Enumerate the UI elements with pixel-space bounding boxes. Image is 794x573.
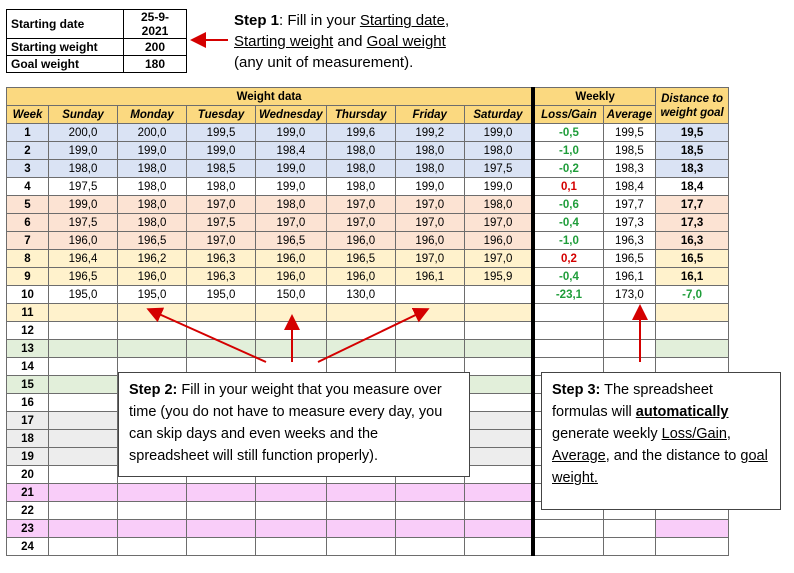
day-weight-cell[interactable]: 198,0 bbox=[118, 214, 187, 232]
goal-weight-cell[interactable]: 180 bbox=[124, 56, 187, 73]
day-weight-cell[interactable]: 196,0 bbox=[395, 232, 464, 250]
step3-automatically: automatically bbox=[635, 404, 729, 420]
distance-cell bbox=[656, 340, 729, 358]
loss-gain-cell bbox=[533, 340, 603, 358]
week-number: 17 bbox=[7, 412, 49, 430]
distance-cell: 17,3 bbox=[656, 214, 729, 232]
day-weight-cell[interactable] bbox=[49, 340, 118, 358]
average-cell: 173,0 bbox=[603, 286, 655, 304]
day-weight-cell[interactable]: 196,5 bbox=[118, 232, 187, 250]
week-row bbox=[7, 250, 729, 268]
day-weight-cell[interactable] bbox=[118, 322, 187, 340]
weekly-header: Weekly bbox=[533, 88, 655, 106]
day-weight-cell[interactable]: 196,0 bbox=[118, 268, 187, 286]
day-weight-cell[interactable]: 198,0 bbox=[395, 142, 464, 160]
step1-instruction bbox=[234, 10, 534, 73]
day-weight-cell[interactable] bbox=[118, 520, 187, 538]
goal-weight-row bbox=[7, 56, 187, 73]
week-number: 23 bbox=[7, 520, 49, 538]
distance-cell bbox=[656, 304, 729, 322]
day-weight-cell[interactable] bbox=[464, 412, 533, 430]
day-weight-cell[interactable]: 199,0 bbox=[49, 142, 118, 160]
column-header-row bbox=[7, 106, 729, 124]
week-number: 14 bbox=[7, 358, 49, 376]
loss-gain-cell: -0,6 bbox=[533, 196, 603, 214]
day-weight-cell[interactable]: 199,0 bbox=[395, 178, 464, 196]
step1-underline: Starting date bbox=[359, 12, 445, 29]
day-weight-cell[interactable] bbox=[49, 484, 118, 502]
day-weight-cell[interactable] bbox=[395, 484, 464, 502]
loss-gain-cell: -0,2 bbox=[533, 160, 603, 178]
day-weight-cell[interactable]: 200,0 bbox=[49, 124, 118, 142]
day-weight-cell[interactable]: 196,0 bbox=[326, 268, 395, 286]
week-number: 2 bbox=[7, 142, 49, 160]
day-weight-cell[interactable]: 199,2 bbox=[395, 124, 464, 142]
day-weight-cell[interactable]: 196,0 bbox=[49, 232, 118, 250]
week-number: 18 bbox=[7, 430, 49, 448]
day-weight-cell[interactable] bbox=[187, 484, 256, 502]
day-weight-cell[interactable]: 197,0 bbox=[395, 214, 464, 232]
day-weight-cell[interactable] bbox=[256, 304, 327, 322]
distance-cell: 18,3 bbox=[656, 160, 729, 178]
param-label: Starting weight bbox=[7, 39, 124, 56]
column-header: Average bbox=[603, 106, 655, 124]
day-weight-cell[interactable]: 196,0 bbox=[256, 250, 327, 268]
week-row bbox=[7, 160, 729, 178]
column-header: Sunday bbox=[49, 106, 118, 124]
week-number: 16 bbox=[7, 394, 49, 412]
loss-gain-cell: -0,4 bbox=[533, 214, 603, 232]
week-number: 12 bbox=[7, 322, 49, 340]
average-cell bbox=[603, 520, 655, 538]
loss-gain-cell: -1,0 bbox=[533, 142, 603, 160]
step3-callout bbox=[541, 372, 781, 510]
day-weight-cell[interactable] bbox=[187, 340, 256, 358]
day-weight-cell[interactable]: 196,0 bbox=[464, 232, 533, 250]
parameters-table bbox=[6, 9, 187, 73]
week-row bbox=[7, 196, 729, 214]
column-header: Friday bbox=[395, 106, 464, 124]
step2-callout bbox=[118, 372, 470, 477]
step1-underline: Goal weight bbox=[366, 33, 446, 50]
day-weight-cell[interactable] bbox=[187, 322, 256, 340]
week-row bbox=[7, 520, 729, 538]
step1-text: and bbox=[333, 33, 367, 50]
day-weight-cell[interactable]: 197,0 bbox=[395, 196, 464, 214]
day-weight-cell[interactable] bbox=[326, 340, 395, 358]
week-row bbox=[7, 124, 729, 142]
average-cell: 196,3 bbox=[603, 232, 655, 250]
day-weight-cell[interactable]: 198,0 bbox=[118, 178, 187, 196]
distance-cell: 18,4 bbox=[656, 178, 729, 196]
day-weight-cell[interactable]: 195,9 bbox=[464, 268, 533, 286]
column-header: Monday bbox=[118, 106, 187, 124]
day-weight-cell[interactable]: 199,0 bbox=[256, 178, 327, 196]
day-weight-cell[interactable] bbox=[49, 466, 118, 484]
day-weight-cell[interactable]: 199,0 bbox=[49, 196, 118, 214]
day-weight-cell[interactable] bbox=[326, 304, 395, 322]
step1-text: , bbox=[444, 12, 450, 29]
week-number: 3 bbox=[7, 160, 49, 178]
day-weight-cell[interactable]: 197,0 bbox=[187, 196, 256, 214]
step3-text: , bbox=[726, 426, 731, 442]
week-number: 5 bbox=[7, 196, 49, 214]
week-number: 6 bbox=[7, 214, 49, 232]
day-weight-cell[interactable] bbox=[326, 322, 395, 340]
day-weight-cell[interactable]: 196,3 bbox=[187, 268, 256, 286]
week-number: 22 bbox=[7, 502, 49, 520]
day-weight-cell[interactable]: 197,0 bbox=[326, 196, 395, 214]
starting-date-row bbox=[7, 10, 187, 39]
weight-data-header: Weight data bbox=[7, 88, 534, 106]
day-weight-cell[interactable] bbox=[49, 322, 118, 340]
day-weight-cell[interactable]: 150,0 bbox=[256, 286, 327, 304]
loss-gain-cell: -23,1 bbox=[533, 286, 603, 304]
day-weight-cell[interactable]: 196,4 bbox=[49, 250, 118, 268]
day-weight-cell[interactable]: 196,5 bbox=[326, 250, 395, 268]
loss-gain-cell: -0,5 bbox=[533, 124, 603, 142]
day-weight-cell[interactable] bbox=[395, 502, 464, 520]
week-row bbox=[7, 538, 729, 556]
day-weight-cell[interactable] bbox=[49, 520, 118, 538]
step1-text: : Fill in your bbox=[279, 12, 360, 29]
day-weight-cell[interactable] bbox=[256, 340, 327, 358]
day-weight-cell[interactable] bbox=[464, 466, 533, 484]
day-weight-cell[interactable]: 197,5 bbox=[187, 214, 256, 232]
day-weight-cell[interactable]: 197,5 bbox=[464, 160, 533, 178]
day-weight-cell[interactable] bbox=[464, 538, 533, 556]
day-weight-cell[interactable]: 198,0 bbox=[118, 160, 187, 178]
day-weight-cell[interactable] bbox=[118, 538, 187, 556]
day-weight-cell[interactable] bbox=[326, 520, 395, 538]
loss-gain-cell bbox=[533, 322, 603, 340]
day-weight-cell[interactable]: 198,0 bbox=[326, 160, 395, 178]
loss-gain-cell bbox=[533, 538, 603, 556]
column-header: Tuesday bbox=[187, 106, 256, 124]
starting-weight-cell[interactable]: 200 bbox=[124, 39, 187, 56]
day-weight-cell[interactable] bbox=[49, 304, 118, 322]
day-weight-cell[interactable]: 196,2 bbox=[118, 250, 187, 268]
group-header-row bbox=[7, 88, 729, 106]
day-weight-cell[interactable]: 198,0 bbox=[49, 160, 118, 178]
loss-gain-cell bbox=[533, 304, 603, 322]
day-weight-cell[interactable] bbox=[395, 340, 464, 358]
day-weight-cell[interactable]: 199,6 bbox=[326, 124, 395, 142]
step2-text: Fill in your weight that you measure over time (you do not have to measure every day, you can skip days and even weeks and the spreadsheet will still function properly). bbox=[129, 382, 443, 464]
day-weight-cell[interactable] bbox=[49, 430, 118, 448]
day-weight-cell[interactable] bbox=[49, 448, 118, 466]
step3-underline: Loss/Gain bbox=[661, 426, 727, 442]
week-number: 20 bbox=[7, 466, 49, 484]
day-weight-cell[interactable] bbox=[118, 502, 187, 520]
day-weight-cell[interactable]: 195,0 bbox=[49, 286, 118, 304]
day-weight-cell[interactable]: 197,5 bbox=[49, 178, 118, 196]
day-weight-cell[interactable]: 198,0 bbox=[326, 142, 395, 160]
day-weight-cell[interactable] bbox=[49, 412, 118, 430]
week-row bbox=[7, 142, 729, 160]
distance-cell: -7,0 bbox=[656, 286, 729, 304]
day-weight-cell[interactable] bbox=[256, 322, 327, 340]
week-number: 11 bbox=[7, 304, 49, 322]
day-weight-cell[interactable]: 198,0 bbox=[464, 142, 533, 160]
day-weight-cell[interactable] bbox=[326, 502, 395, 520]
loss-gain-cell: -1,0 bbox=[533, 232, 603, 250]
step1-text: (any unit of measurement). bbox=[234, 54, 414, 71]
day-weight-cell[interactable] bbox=[49, 394, 118, 412]
day-weight-cell[interactable] bbox=[464, 358, 533, 376]
week-row bbox=[7, 322, 729, 340]
week-number: 24 bbox=[7, 538, 49, 556]
step3-text: , and the distance to bbox=[605, 448, 741, 464]
average-cell: 197,3 bbox=[603, 214, 655, 232]
day-weight-cell[interactable]: 197,0 bbox=[395, 250, 464, 268]
average-cell: 196,1 bbox=[603, 268, 655, 286]
loss-gain-cell: 0,2 bbox=[533, 250, 603, 268]
week-number: 13 bbox=[7, 340, 49, 358]
day-weight-cell[interactable] bbox=[49, 538, 118, 556]
column-header: Saturday bbox=[464, 106, 533, 124]
step3-underline: Average bbox=[552, 448, 606, 464]
average-cell: 199,5 bbox=[603, 124, 655, 142]
day-weight-cell[interactable]: 196,5 bbox=[49, 268, 118, 286]
day-weight-cell[interactable] bbox=[464, 286, 533, 304]
day-weight-cell[interactable]: 197,0 bbox=[464, 250, 533, 268]
day-weight-cell[interactable]: 197,0 bbox=[326, 214, 395, 232]
starting-date-cell[interactable]: 25-9-2021 bbox=[124, 10, 187, 39]
step3-text: The spreadsheet formulas will bbox=[552, 382, 713, 420]
day-weight-cell[interactable]: 196,5 bbox=[256, 232, 327, 250]
step1-underline: Starting weight bbox=[234, 33, 334, 50]
day-weight-cell[interactable]: 199,5 bbox=[187, 124, 256, 142]
param-label: Goal weight bbox=[7, 56, 124, 73]
day-weight-cell[interactable] bbox=[118, 340, 187, 358]
day-weight-cell[interactable]: 199,0 bbox=[464, 178, 533, 196]
day-weight-cell[interactable] bbox=[326, 484, 395, 502]
week-row bbox=[7, 340, 729, 358]
day-weight-cell[interactable] bbox=[464, 484, 533, 502]
average-cell: 198,3 bbox=[603, 160, 655, 178]
loss-gain-cell bbox=[533, 520, 603, 538]
day-weight-cell[interactable] bbox=[256, 502, 327, 520]
week-row bbox=[7, 286, 729, 304]
day-weight-cell[interactable] bbox=[49, 502, 118, 520]
average-cell: 197,7 bbox=[603, 196, 655, 214]
average-cell: 196,5 bbox=[603, 250, 655, 268]
day-weight-cell[interactable]: 198,0 bbox=[326, 178, 395, 196]
day-weight-cell[interactable] bbox=[118, 484, 187, 502]
day-weight-cell[interactable] bbox=[187, 304, 256, 322]
column-header: Loss/Gain bbox=[533, 106, 603, 124]
column-header: Wednesday bbox=[256, 106, 327, 124]
day-weight-cell[interactable] bbox=[464, 394, 533, 412]
day-weight-cell[interactable] bbox=[464, 448, 533, 466]
average-cell bbox=[603, 340, 655, 358]
average-cell bbox=[603, 304, 655, 322]
week-row bbox=[7, 268, 729, 286]
average-cell: 198,5 bbox=[603, 142, 655, 160]
column-header: Thursday bbox=[326, 106, 395, 124]
day-weight-cell[interactable] bbox=[395, 322, 464, 340]
step3-underline: goal weight. bbox=[552, 448, 768, 486]
day-weight-cell[interactable]: 198,0 bbox=[256, 196, 327, 214]
day-weight-cell[interactable] bbox=[464, 520, 533, 538]
day-weight-cell[interactable]: 195,0 bbox=[187, 286, 256, 304]
distance-cell bbox=[656, 322, 729, 340]
day-weight-cell[interactable]: 199,0 bbox=[256, 124, 327, 142]
day-weight-cell[interactable] bbox=[187, 538, 256, 556]
distance-cell bbox=[656, 520, 729, 538]
day-weight-cell[interactable] bbox=[49, 376, 118, 394]
day-weight-cell[interactable]: 198,0 bbox=[118, 196, 187, 214]
distance-cell: 16,1 bbox=[656, 268, 729, 286]
day-weight-cell[interactable] bbox=[395, 520, 464, 538]
day-weight-cell[interactable] bbox=[256, 484, 327, 502]
day-weight-cell[interactable]: 198,0 bbox=[187, 178, 256, 196]
week-row bbox=[7, 304, 729, 322]
day-weight-cell[interactable] bbox=[49, 358, 118, 376]
day-weight-cell[interactable] bbox=[464, 304, 533, 322]
week-row bbox=[7, 214, 729, 232]
average-cell: 198,4 bbox=[603, 178, 655, 196]
week-number: 15 bbox=[7, 376, 49, 394]
step2-title: Step 2: bbox=[129, 382, 178, 398]
day-weight-cell[interactable] bbox=[326, 538, 395, 556]
day-weight-cell[interactable]: 199,0 bbox=[187, 142, 256, 160]
day-weight-cell[interactable]: 197,5 bbox=[49, 214, 118, 232]
day-weight-cell[interactable]: 197,0 bbox=[187, 232, 256, 250]
week-number: 9 bbox=[7, 268, 49, 286]
day-weight-cell[interactable] bbox=[464, 322, 533, 340]
week-number: 1 bbox=[7, 124, 49, 142]
day-weight-cell[interactable]: 199,0 bbox=[118, 142, 187, 160]
starting-weight-row bbox=[7, 39, 187, 56]
day-weight-cell[interactable] bbox=[256, 520, 327, 538]
day-weight-cell[interactable] bbox=[464, 430, 533, 448]
week-row bbox=[7, 178, 729, 196]
day-weight-cell[interactable]: 197,0 bbox=[256, 214, 327, 232]
column-header: Week bbox=[7, 106, 49, 124]
day-weight-cell[interactable]: 198,5 bbox=[187, 160, 256, 178]
distance-header: Distance to weight goal bbox=[656, 88, 729, 124]
day-weight-cell[interactable]: 199,0 bbox=[464, 124, 533, 142]
day-weight-cell[interactable] bbox=[256, 538, 327, 556]
average-cell bbox=[603, 322, 655, 340]
day-weight-cell[interactable] bbox=[118, 304, 187, 322]
day-weight-cell[interactable]: 199,0 bbox=[256, 160, 327, 178]
day-weight-cell[interactable]: 198,0 bbox=[395, 160, 464, 178]
week-number: 10 bbox=[7, 286, 49, 304]
step3-text: generate weekly bbox=[552, 426, 662, 442]
day-weight-cell[interactable] bbox=[395, 286, 464, 304]
week-row bbox=[7, 232, 729, 250]
week-number: 7 bbox=[7, 232, 49, 250]
day-weight-cell[interactable]: 196,3 bbox=[187, 250, 256, 268]
day-weight-cell[interactable]: 198,0 bbox=[464, 196, 533, 214]
week-number: 19 bbox=[7, 448, 49, 466]
day-weight-cell[interactable]: 200,0 bbox=[118, 124, 187, 142]
distance-cell: 19,5 bbox=[656, 124, 729, 142]
day-weight-cell[interactable] bbox=[464, 376, 533, 394]
day-weight-cell[interactable]: 196,1 bbox=[395, 268, 464, 286]
loss-gain-cell: 0,1 bbox=[533, 178, 603, 196]
day-weight-cell[interactable] bbox=[187, 502, 256, 520]
param-label: Starting date bbox=[7, 10, 124, 39]
day-weight-cell[interactable] bbox=[464, 340, 533, 358]
distance-cell: 17,7 bbox=[656, 196, 729, 214]
day-weight-cell[interactable]: 198,4 bbox=[256, 142, 327, 160]
day-weight-cell[interactable]: 196,0 bbox=[256, 268, 327, 286]
distance-cell bbox=[656, 538, 729, 556]
day-weight-cell[interactable] bbox=[464, 502, 533, 520]
day-weight-cell[interactable]: 197,0 bbox=[464, 214, 533, 232]
day-weight-cell[interactable] bbox=[187, 520, 256, 538]
day-weight-cell[interactable]: 195,0 bbox=[118, 286, 187, 304]
week-number: 21 bbox=[7, 484, 49, 502]
day-weight-cell[interactable] bbox=[395, 304, 464, 322]
step3-title: Step 3: bbox=[552, 382, 601, 398]
step1-title: Step 1 bbox=[234, 12, 280, 29]
distance-cell: 18,5 bbox=[656, 142, 729, 160]
week-number: 8 bbox=[7, 250, 49, 268]
week-number: 4 bbox=[7, 178, 49, 196]
distance-cell: 16,3 bbox=[656, 232, 729, 250]
loss-gain-cell: -0,4 bbox=[533, 268, 603, 286]
day-weight-cell[interactable]: 130,0 bbox=[326, 286, 395, 304]
day-weight-cell[interactable] bbox=[395, 538, 464, 556]
distance-cell: 16,5 bbox=[656, 250, 729, 268]
day-weight-cell[interactable]: 196,0 bbox=[326, 232, 395, 250]
average-cell bbox=[603, 538, 655, 556]
